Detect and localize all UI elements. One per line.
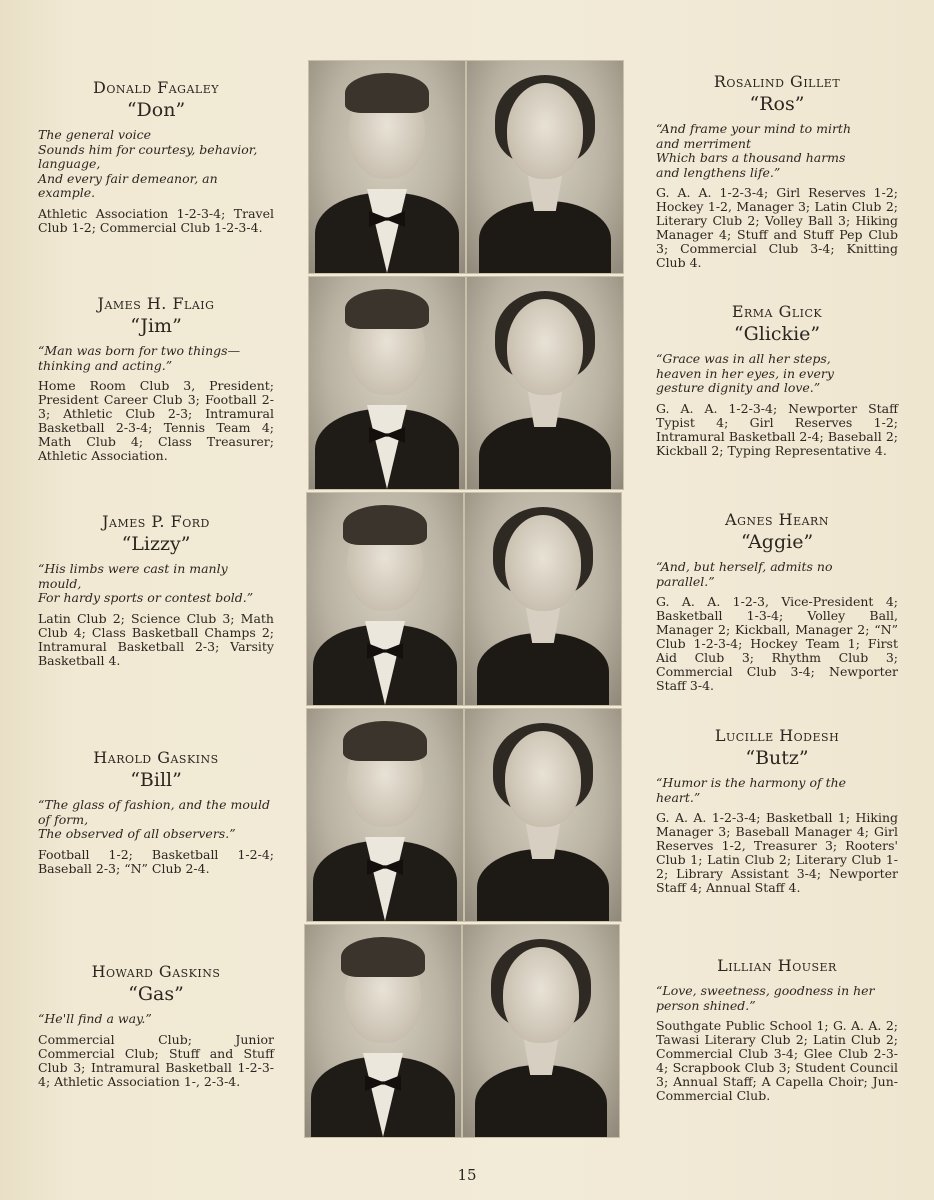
student-quote: “Humor is the harmony of the heart.”: [656, 775, 847, 805]
senior-entry: [38, 512, 274, 668]
student-quote: The general voice Sounds him for courtesy, behavior, language, And every fair demeanor, an example.: [38, 127, 258, 200]
student-nickname: “Gas”: [128, 983, 184, 1005]
senior-entry: [656, 72, 898, 270]
student-activities: G. A. A. 1-2-3-4; Girl Reserves 1-2; Hockey 1-2, Manager 3; Latin Club 2; Literary Club 2; Volley Ball 3; Hiking Manager 4; Stuff and Stuff Pep Club 3; Commercial Club 3-4; Knitting Club 4.: [656, 185, 898, 270]
student-name: Lucille Hodesh: [714, 726, 840, 745]
student-nickname: “Butz”: [745, 747, 809, 769]
student-quote: “The glass of fashion, and the mould of form, The observed of all observers.”: [38, 797, 270, 841]
portrait-photo-male: [308, 276, 466, 490]
student-name: Harold Gaskins: [93, 748, 219, 767]
page-number: 15: [457, 1166, 477, 1184]
student-quote: “He'll find a way.”: [38, 1011, 152, 1026]
student-activities: Commercial Club; Junior Commercial Club; Stuff and Stuff Club 3; Intramural Basketball 1-2-3-4; Athletic Association 1-, 2-3-4.: [38, 1031, 274, 1089]
portrait-photo-male: [308, 60, 466, 274]
student-nickname: “Don”: [126, 99, 186, 121]
student-quote: “And frame your mind to mirth and merriment Which bars a thousand harms and lengthens life.”: [656, 121, 851, 180]
student-name: Howard Gaskins: [91, 962, 221, 981]
senior-entry: [38, 294, 274, 463]
student-name: James P. Ford: [102, 512, 210, 531]
student-name: Erma Glick: [731, 302, 823, 321]
student-quote: “His limbs were cast in manly mould, For hardy sports or contest bold.”: [38, 561, 254, 605]
senior-entry: [38, 78, 274, 235]
student-nickname: “Aggie”: [740, 531, 814, 553]
senior-entry: [656, 510, 898, 693]
student-activities: Southgate Public School 1; G. A. A. 2; Tawasi Literary Club 2; Latin Club 2; Commercial Club 3-4; Glee Club 2-3-4; Scrapbook Club 3; Student Council 3; Annual Staff; A Capella Choir; Jun-Commercial Club.: [656, 1018, 898, 1103]
portrait-photo-female: [464, 708, 622, 922]
student-quote: “Grace was in all her steps, heaven in her eyes, in every gesture dignity and love.”: [656, 351, 834, 395]
senior-entry: [38, 748, 274, 876]
student-nickname: “Jim”: [130, 315, 182, 337]
student-name: Donald Fagaley: [93, 78, 219, 97]
senior-entry: [656, 726, 898, 895]
student-activities: Football 1-2; Basketball 1-2-4; Baseball 2-3; “N” Club 2-4.: [38, 846, 274, 876]
student-name: Agnes Hearn: [725, 510, 829, 529]
student-nickname: “Ros”: [749, 93, 805, 115]
student-name: Rosalind Gillet: [713, 72, 841, 91]
student-quote: “And, but herself, admits no parallel.”: [656, 559, 833, 589]
student-activities: G. A. A. 1-2-3, Vice-President 4; Basketball 1-3-4; Volley Ball, Manager 2; Kickball, Manager 2; “N” Club 1-2-3-4; Hockey Team 1; First Aid Club 3; Rhythm Club 3; Commercial Club 3-4; Newporter Staff 3-4.: [656, 594, 898, 693]
student-activities: Home Room Club 3, President; President Career Club 3; Football 2-3; Athletic Club 2-3; Intramural Basketball 2-3-4; Tennis Team 4; Math Club 4; Class Treasurer; Athletic Association.: [38, 378, 274, 463]
portrait-photo-male: [306, 492, 464, 706]
student-nickname: “Bill”: [130, 769, 182, 791]
senior-entry: [656, 302, 898, 458]
student-quote: “Man was born for two things— thinking and acting.”: [38, 343, 241, 373]
portrait-photo-female: [466, 276, 624, 490]
student-nickname: “Glickie”: [733, 323, 821, 345]
student-quote: “Love, sweetness, goodness in her person shined.”: [656, 983, 875, 1013]
student-activities: G. A. A. 1-2-3-4; Newporter Staff Typist 4; Girl Reserves 1-2; Intramural Basketball 2-4; Baseball 2; Kickball 2; Typing Representative 4.: [656, 400, 898, 458]
senior-entry: [38, 962, 274, 1089]
portrait-photo-female: [462, 924, 620, 1138]
portrait-grid: [306, 58, 626, 1138]
student-nickname: “Lizzy”: [121, 533, 191, 555]
student-activities: Latin Club 2; Science Club 3; Math Club 4; Class Basketball Champs 2; Intramural Basketball 2-3; Varsity Basketball 4.: [38, 610, 274, 668]
portrait-photo-female: [466, 60, 624, 274]
student-name: Lillian Houser: [717, 956, 837, 975]
student-name: James H. Flaig: [97, 294, 215, 313]
senior-entry: [656, 956, 898, 1103]
portrait-photo-male: [304, 924, 462, 1138]
student-activities: G. A. A. 1-2-3-4; Basketball 1; Hiking Manager 3; Baseball Manager 4; Girl Reserves 1-2, Treasurer 3; Rooters' Club 1; Latin Club 2; Literary Club 1-2; Library Assistant 3-4; Newporter Staff 4; Annual Staff 4.: [656, 810, 898, 895]
portrait-photo-female: [464, 492, 622, 706]
student-activities: Athletic Association 1-2-3-4; Travel Club 1-2; Commercial Club 1-2-3-4.: [38, 205, 274, 235]
portrait-photo-male: [306, 708, 464, 922]
